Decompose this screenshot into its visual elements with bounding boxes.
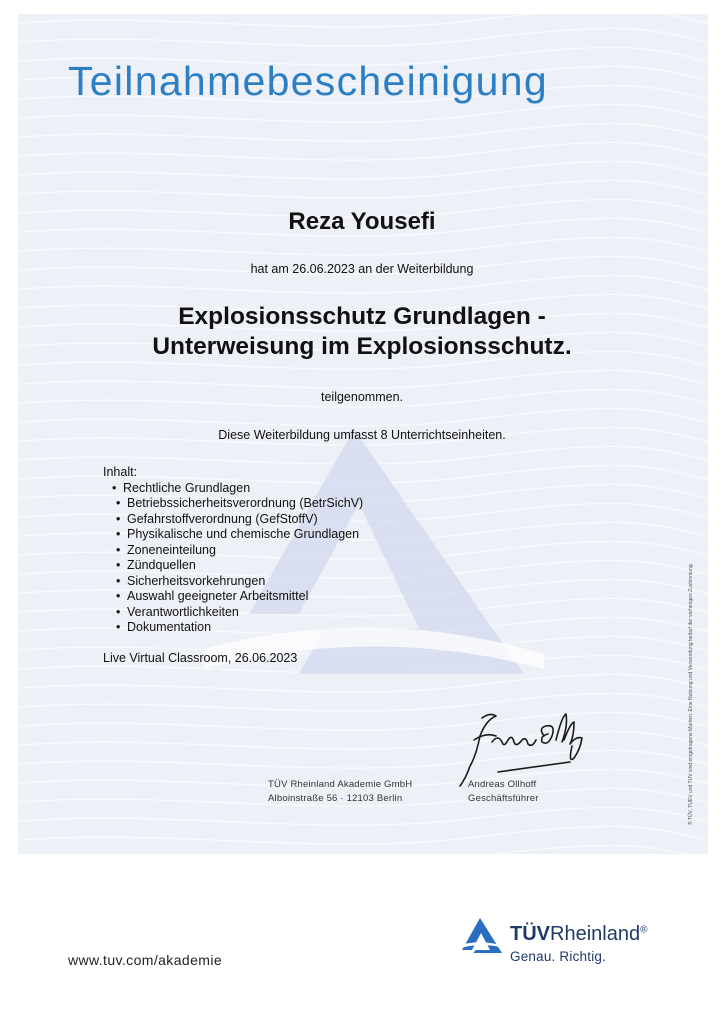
wave-line	[18, 275, 708, 293]
brand-rest: Rheinland	[550, 923, 641, 945]
signatory-block	[468, 778, 539, 806]
course-title-line-1: Explosionsschutz Grundlagen -	[178, 303, 546, 330]
wave-line	[18, 731, 708, 749]
wave-line	[18, 28, 708, 46]
participation-statement: teilgenommen.	[321, 390, 403, 404]
wave-line	[18, 161, 708, 179]
certificate-title: Teilnahmebescheinigung	[68, 58, 548, 104]
handwritten-signature	[452, 706, 600, 788]
teaching-units-statement: Diese Weiterbildung umfasst 8 Unterrichtseinheiten.	[218, 428, 506, 442]
list-item: • Gefahrstoffverordnung (GefStoffV)	[103, 512, 363, 528]
wave-line	[18, 123, 708, 141]
signatory-name: Andreas Ollhoff	[468, 779, 537, 790]
wave-line	[18, 693, 708, 711]
wave-line	[18, 807, 708, 825]
tuv-logo-icon	[460, 917, 504, 953]
course-title-line-2: Unterweisung im Explosionsschutz.	[152, 333, 572, 360]
list-item: • Zündquellen	[103, 558, 363, 574]
list-item: • Betriebssicherheitsverordnung (BetrSichV)	[103, 496, 363, 512]
participant-name: Reza Yousefi	[288, 208, 436, 235]
content-heading: Inhalt:	[103, 465, 138, 479]
wave-line	[18, 180, 708, 198]
organization-block	[268, 778, 412, 806]
brand-wordmark	[510, 923, 647, 946]
wave-line	[18, 104, 708, 122]
brand-slogan: Genau. Richtig.	[510, 949, 607, 964]
wave-line	[18, 826, 708, 844]
wave-line	[18, 370, 708, 388]
legal-notice: ® TÜV, TUEV und TUV sind eingetragene Marken. Eine Nutzung und Verwendung bedarf der vorherigen Zustimmung.	[688, 563, 694, 825]
list-item: • Sicherheitsvorkehrungen	[103, 574, 363, 590]
wave-line	[18, 142, 708, 160]
organization-address: Alboinstraße 56 · 12103 Berlin	[268, 793, 403, 804]
attendance-statement: hat am 26.06.2023 an der Weiterbildung	[250, 262, 474, 276]
course-title	[0, 302, 724, 362]
list-item: • Zoneneinteilung	[103, 543, 363, 559]
brand-strong: TÜV	[510, 923, 550, 945]
list-item: • Rechtliche Grundlagen	[103, 481, 363, 497]
content-list	[103, 481, 363, 636]
wave-line	[18, 750, 708, 768]
brand-registered-mark: ®	[640, 924, 648, 936]
list-item: • Dokumentation	[103, 620, 363, 636]
list-item: • Verantwortlichkeiten	[103, 605, 363, 621]
website-link[interactable]: www.tuv.com/akademie	[68, 952, 223, 968]
course-content	[103, 465, 363, 636]
list-item: • Physikalische und chemische Grundlagen	[103, 527, 363, 543]
signatory-role: Geschäftsführer	[468, 793, 539, 804]
list-item: • Auswahl geeigneter Arbeitsmittel	[103, 589, 363, 605]
organization-name: TÜV Rheinland Akademie GmbH	[268, 779, 413, 790]
wave-line	[18, 237, 708, 255]
event-details: Live Virtual Classroom, 26.06.2023	[103, 651, 298, 665]
wave-line	[18, 712, 708, 730]
wave-line	[18, 845, 708, 854]
wave-line	[18, 14, 708, 27]
